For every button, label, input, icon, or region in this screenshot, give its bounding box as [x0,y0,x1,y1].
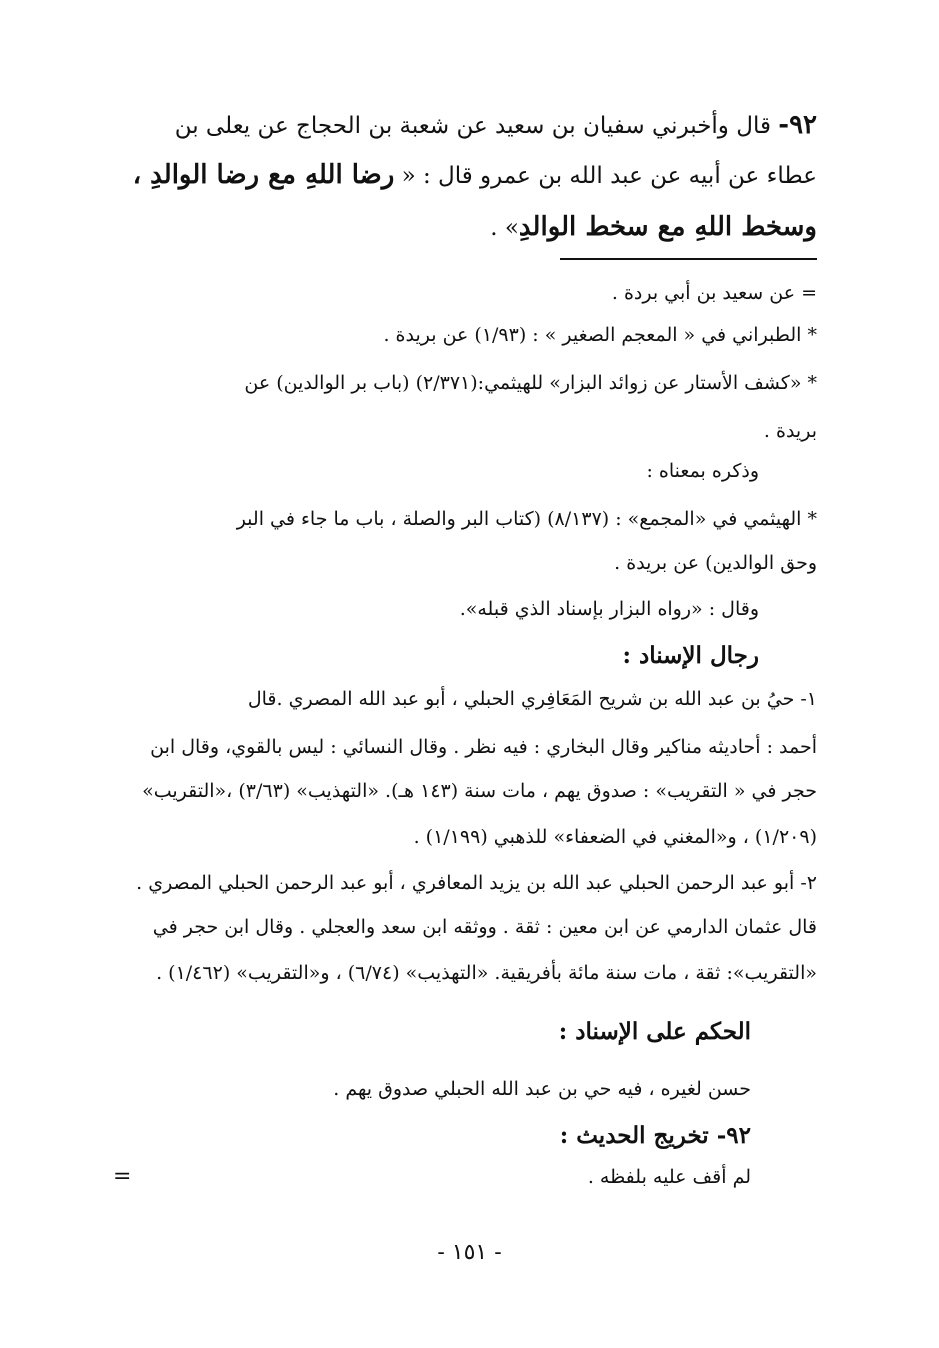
footnote-line: بريدة . [763,420,817,442]
hadith-line-2 [133,160,817,190]
hukm-heading: الحكم على الإسناد : [558,1018,751,1045]
hadith-matn-part-2: وسخط اللهِ مع سخط الوالدِ [518,212,817,242]
takhrij-text: لم أقف عليه بلفظه . [587,1166,751,1188]
rijal-line: حجر في « التقريب» : صدوق يهم ، مات سنة (١٤٣ هـ). «التهذيب» (٣/٦٣) ،«التقريب» [142,780,817,802]
hadith-number: ٩٢- [778,110,817,140]
continuation-mark: = [113,1164,132,1189]
footnote-line: * الطبراني في « المعجم الصغير » : (١/٩٣) عن بريدة . [383,324,817,346]
rijal-line: (١/٢٠٩) ، و«المغني في الضعفاء» للذهبي (١/١٩٩) . [413,826,817,848]
hadith-line-3-plain: » . [490,215,519,241]
footnote-line: = عن سعيد بن أبي بردة . [611,282,817,304]
hadith-line-2-plain: عطاء عن أبيه عن عبد الله بن عمرو قال : « [394,163,817,189]
rijal-heading: رجال الإسناد : [622,642,759,669]
footnote-line: وقال : «رواه البزار بإسناد الذي قبله». [459,598,759,620]
hadith-matn-part-1: رضا اللهِ مع رضا الوالدِ ، [132,160,395,190]
hukm-text: حسن لغيره ، فيه حي بن عبد الله الحبلي صدوق يهم . [333,1078,751,1100]
rijal-line: ١- حيُ بن عبد الله بن شريح المَعَافِري الحبلي ، أبو عبد الله المصري .قال [247,688,817,710]
takhrij-heading: ٩٢- تخريج الحديث : [559,1122,751,1149]
rijal-line: أحمد : أحاديثه مناكير وقال البخاري : فيه نظر . وقال النسائي : ليس بالقوي، وقال ابن [150,736,817,758]
rijal-line: «التقريب»: ثقة ، مات سنة مائة بأفريقية. «التهذيب» (٦/٧٤) ، و«التقريب» (١/٤٦٢) . [156,962,817,984]
hadith-line-1-text: قال وأخبرني سفيان بن سعيد عن شعبة بن الحجاج عن يعلى بن [174,113,779,139]
footnote-separator [560,258,817,260]
hadith-line-1 [175,110,817,140]
hadith-line-3 [490,212,817,242]
footnote-line: * الهيثمي في «المجمع» : (٨/١٣٧) (كتاب البر والصلة ، باب ما جاء في البر [236,508,817,530]
footnote-line: وذكره بمعناه : [646,460,759,482]
rijal-line: قال عثمان الدارمي عن ابن معين : ثقة . ووثقه ابن سعد والعجلي . وقال ابن حجر في [152,916,817,938]
page-number: - ١٥١ - [437,1240,502,1265]
footnote-line: وحق الوالدين) عن بريدة . [614,552,817,574]
rijal-line: ٢- أبو عبد الرحمن الحبلي عبد الله بن يزيد المعافري ، أبو عبد الرحمن الحبلي المصري . [136,872,817,894]
footnote-line: * «كشف الأستار عن زوائد البزار» للهيثمي:(٢/٣٧١) (باب بر الوالدين) عن [244,372,817,394]
